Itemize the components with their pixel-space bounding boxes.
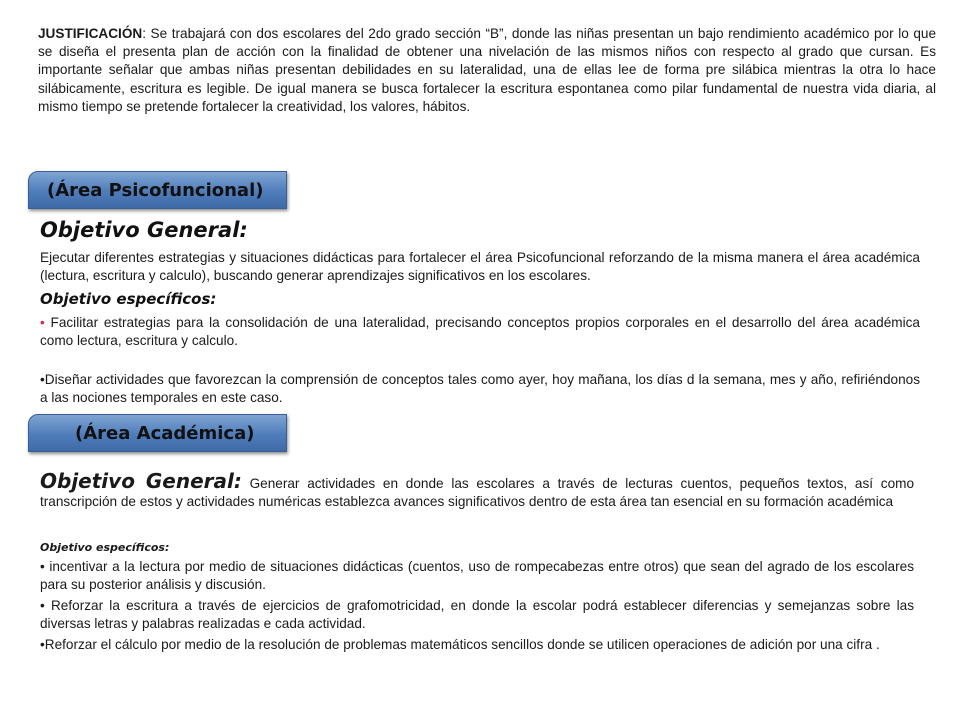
acad-specific-item-text: Reforzar el cálculo por medio de la resolución de problemas matemáticos sencillos donde se utilicen operaciones de adición por una cifra . bbox=[44, 637, 880, 652]
bullet-icon: • bbox=[40, 372, 45, 387]
justification-label: JUSTIFICACIÓN bbox=[38, 26, 143, 41]
acad-specific-item-text: incentivar a la lectura por medio de situaciones didácticas (cuentos, uso de rompecabezas entre otros) que sean del agrado de los escolares para su posterior análisis y discusión. bbox=[40, 559, 914, 593]
psico-specific-item-text: Facilitar estrategias para la consolidación de una lateralidad, precisando conceptos propios corporales en el desarrollo del área académica como lectura, escritura y calculo. bbox=[40, 315, 920, 349]
psico-general-objective-title: Objetivo General: bbox=[40, 218, 248, 242]
justification-text: : Se trabajará con dos escolares del 2do grado sección “B”, donde las niñas presentan un bajo rendimiento académico por lo que se diseña el presenta plan de acción con la finalidad de obtener una nivelación de las mismos niños con respecto al grado que cursan. Es importante señalar que ambas niñas presentan debilidades en su lateralidad, una de ellas lee de forma pre silábica mientras la otra lo hace silábicamente, escritura es legible. De igual manera se busca fortalecer la escritura espontanea como pilar fundamental de nuestra vida diaria, al mismo tiempo se pretende fortalecer la creatividad, los valores, hábitos. bbox=[38, 26, 936, 114]
acad-specific-item-text: Reforzar la escritura a través de ejercicios de grafomotricidad, en donde la escolar podrá establecer diferencias y semejanzas sobre las diversas letras y palabras realizadas e cada actividad. bbox=[40, 598, 914, 632]
bullet-icon: • bbox=[40, 637, 45, 652]
justification-paragraph bbox=[38, 25, 936, 116]
psico-specific-item-text: Diseñar actividades que favorezcan la comprensión de conceptos tales como ayer, hoy mañana, los días d la semana, mes y año, refiriéndonos a las nociones temporales en este caso. bbox=[40, 372, 920, 406]
tab-area-psicofuncional: (Área Psicofuncional) bbox=[28, 171, 287, 209]
psico-general-objective-text: Ejecutar diferentes estrategias y situaciones didácticas para fortalecer el área Psicofuncional reforzando de la misma manera el área académica (lectura, escritura y calculo), buscando generar aprendizajes significativos en los escolares. bbox=[40, 250, 920, 284]
acad-general-objective-title: Objetivo General: bbox=[40, 469, 242, 493]
psico-specific-objectives-title: Objetivo específicos: bbox=[40, 290, 217, 308]
bullet-icon: • bbox=[40, 559, 45, 574]
acad-general-objective-text: Generar actividades en donde las escolares a través de lecturas cuentos, pequeños textos, así como transcripción de estos y actividades numéricas establezca avances significativos dentro de esta área tan esencial en su formación académica bbox=[40, 476, 915, 510]
acad-specific-item bbox=[40, 597, 914, 633]
psico-specific-item bbox=[40, 314, 920, 350]
tab-area-academica: (Área Académica) bbox=[28, 414, 287, 452]
acad-general-objective bbox=[40, 469, 915, 512]
acad-specific-item bbox=[40, 636, 914, 654]
bullet-icon: • bbox=[40, 315, 45, 330]
acad-specific-item bbox=[40, 558, 914, 594]
bullet-icon: • bbox=[40, 598, 45, 613]
acad-specific-objectives-title: Objetivo específicos: bbox=[40, 541, 170, 554]
psico-specific-item bbox=[40, 371, 920, 407]
